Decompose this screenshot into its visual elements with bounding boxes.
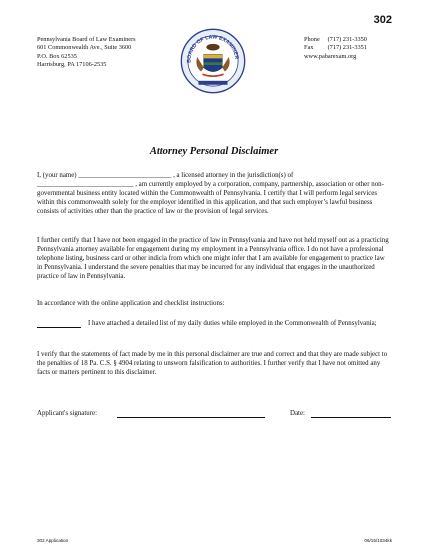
footer-revision-code: 06/15/1034kk <box>364 538 392 543</box>
footer-form-name: 302 Application <box>37 538 69 543</box>
fax-label: Fax <box>304 44 314 52</box>
org-po-box: P.O. Box 62535 <box>37 52 77 60</box>
paragraph-attorney-info: I, (your name) ___________________________ , a licensed attorney in the jurisdiction(s) of ____________________________ , am currently employed by a corporation, company, partnership, association or other non-governmental business entity located within the Commonwealth of Pennsylvania. I certify that I will perform legal services within this commonwealth solely for the employer identified in this application, and that such employer’s lawful business consists of activities other than the practice of law or the provision of legal services. <box>37 172 384 215</box>
date-field[interactable] <box>311 417 391 418</box>
org-street: 601 Commonwealth Ave., Suite 3600 <box>37 44 132 52</box>
org-city: Harrisburg, PA 17106-2535 <box>37 61 107 69</box>
organization-address <box>37 36 136 70</box>
date-label: Date: <box>290 410 305 417</box>
seal-lettering: BOARD OF LAW EXAMINER <box>186 34 240 63</box>
fax-number: (717) 231-3351 <box>327 44 367 52</box>
signature-label: Applicant's signature: <box>37 410 97 417</box>
form-number: 302 <box>373 14 392 26</box>
paragraph-duties-attached: I have attached a detailed list of my daily duties while employed in the Commonwealth of Pennsylvania; <box>88 320 377 327</box>
board-seal-logo <box>180 28 246 94</box>
paragraph-instructions: In accordance with the online application and checklist instructions: <box>37 300 225 307</box>
duties-checkbox-line[interactable] <box>37 327 81 328</box>
document-title: Attorney Personal Disclaimer <box>149 146 279 157</box>
phone-number: (717) 231-3350 <box>327 36 367 43</box>
phone-label: Phone <box>304 36 320 43</box>
paragraph-certification: I further certify that I have not been engaged in the practice of law in Pennsylvania and have not held myself out as a practicing Pennsylvania attorney available for engagement during my employment in a Pennsylvania office. I do not have a professional telephone listing, business card or other indicia from which one might infer that I am available for engagement to practice law in Pennsylvania. I understand the severe penalties that may be incurred for any individual that engages in the unauthorized practice of law in Pennsylvania. <box>37 237 389 280</box>
contact-info <box>304 36 367 61</box>
website-link[interactable]: www.pabarexam.org <box>304 52 357 60</box>
org-name: Pennsylvania Board of Law Examiners <box>37 36 136 43</box>
signature-field[interactable] <box>117 417 265 418</box>
paragraph-verification: I verify that the statements of fact made by me in this personal disclaimer are true and correct and that they are made subject to the penalties of 18 Pa. C.S. § 4904 relating to unsworn falsification to authorities. I further verify that I have not omitted any facts or matters pertinent to this disclaimer. <box>37 351 388 376</box>
